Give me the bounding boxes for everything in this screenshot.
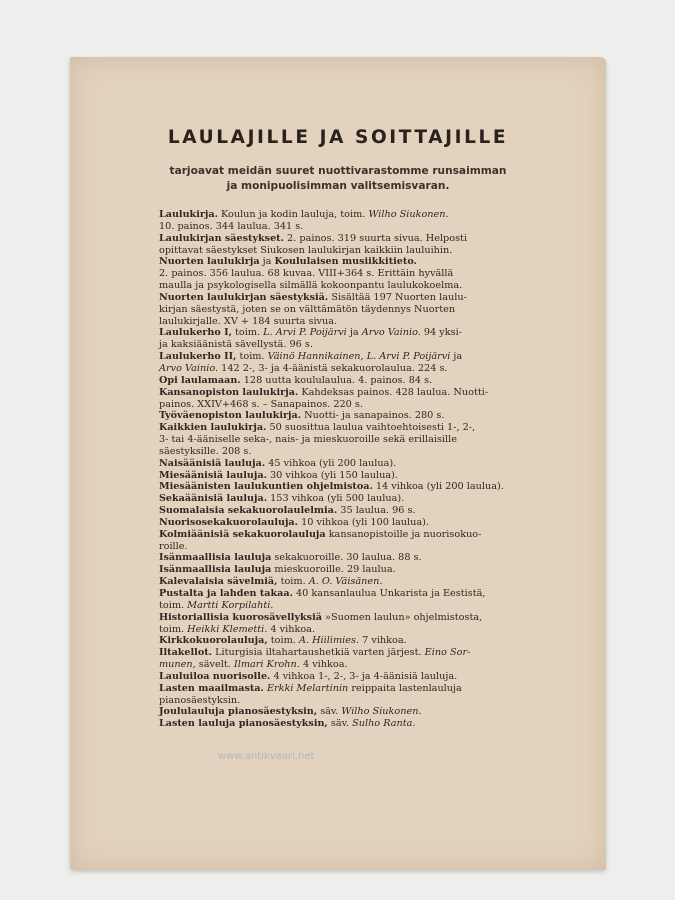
entry-text: 3- tai 4-ääniselle seka-, nais- ja mieskuoroille sekä erillaisille (159, 434, 457, 446)
catalog-line (159, 458, 559, 470)
catalog-line (159, 304, 559, 316)
catalog-line (159, 671, 559, 683)
catalog-line (159, 316, 559, 328)
entry-text: opittavat säestykset Siukosen laulukirjan kaikkiin lauluihin. (159, 244, 453, 256)
entry-text: 2. painos. 356 laulua. 68 kuvaa. VIII+364 s. Erittäin hyvällä (159, 268, 454, 280)
entry-title: Lasten lauluja pianosäestyksin, (159, 718, 328, 730)
catalog-line (159, 706, 559, 718)
catalog-line (159, 339, 559, 351)
entry-text: 40 kansanlaulua Unkarista ja Eestistä, (292, 588, 486, 599)
entry-text: toim. (231, 327, 264, 339)
entry-title: Miesäänisten laulukuntien ohjelmistoa. (159, 481, 373, 493)
entry-text: 14 vihkoa (yli 200 laulua). (372, 481, 504, 493)
catalog-line (159, 718, 559, 730)
entry-title: Nuorten laulukirjan säestyksiä. (159, 291, 329, 303)
catalog-line (159, 695, 559, 707)
entry-text: 30 vihkoa (yli 150 laulua). (266, 469, 398, 481)
entry-author: Wilho Siukonen. (368, 209, 449, 220)
catalog-line (159, 233, 559, 245)
entry-author: L. Arvi P. Poijärvi (263, 327, 347, 339)
intro-text (70, 164, 606, 194)
catalog-line (159, 564, 559, 576)
entry-title: Laulukirjan säestykset. (159, 232, 284, 244)
catalog-line (159, 588, 559, 600)
entry-title: Pustalta ja lahden takaa. (159, 588, 293, 599)
catalog-line (159, 552, 559, 564)
entry-text: pianosäestyksin. (159, 694, 241, 706)
entry-text: toim. (159, 623, 188, 635)
entry-title: Historiallisia kuorosävellyksiä (159, 611, 322, 623)
entry-text: sävelt. (195, 659, 234, 671)
entry-text: 10. painos. 344 laulua. 341 s. (159, 220, 304, 232)
catalog-line (159, 659, 559, 671)
entry-text: 45 vihkoa (yli 200 laulua). (265, 457, 397, 469)
entry-text: reippaita lastenlauluja (348, 682, 462, 694)
entry-text: 94 yksi- (420, 327, 462, 339)
entry-text: säv. (327, 718, 353, 730)
catalog-line (159, 529, 559, 541)
catalog-line (159, 245, 559, 257)
entry-text: 4 vihkoa. (267, 623, 316, 635)
intro-line: tarjoavat meidän suuret nuottivarastomme runsaimman (169, 165, 507, 177)
entry-text: Liturgisia iltahartaushetkiä varten järjest. (212, 647, 425, 659)
entry-text: 2. painos. 319 suurta sivua. Helposti (283, 232, 468, 244)
catalog-line (159, 683, 559, 695)
entry-text: ja (259, 256, 275, 268)
entry-author: Sulho Ranta. (352, 718, 416, 730)
catalog-line (159, 647, 559, 659)
entry-text: 35 laulua. 96 s. (337, 505, 416, 517)
catalog-line (159, 481, 559, 493)
entry-title: Laulukirja. (159, 209, 218, 220)
catalog-line (159, 422, 559, 434)
entry-author: Arvo Vainio. (361, 327, 421, 339)
entry-title: Lauluiloa nuorisolle. (159, 670, 271, 682)
entry-text: 4 vihkoa. (299, 659, 348, 671)
intro-line: ja monipuolisimman valitsemisvaran. (226, 180, 450, 192)
entry-text: mieskuoroille. 29 laulua. (271, 564, 396, 576)
catalog-line (159, 268, 559, 280)
entry-text: ja (450, 351, 463, 363)
catalog-line (159, 576, 559, 588)
catalog-line (159, 292, 559, 304)
entry-text: toim. (159, 599, 188, 611)
catalog-line (159, 375, 559, 387)
entry-text: painos. XXIV+468 s. – Sanapainos. 220 s. (159, 398, 363, 410)
entry-author: Heikki Klemetti. (187, 623, 268, 635)
catalog-line (159, 351, 559, 363)
entry-text: kirjan säestystä, joten se on välttämätön täydennys Nuorten (159, 303, 456, 315)
catalog-line (159, 517, 559, 529)
entry-author: Arvo Vainio. (159, 362, 219, 374)
entry-text: 153 vihkoa (yli 500 laulua). (267, 493, 405, 505)
catalog-line (159, 363, 559, 375)
catalog-line (159, 434, 559, 446)
entry-title: Nuorisosekakuorolauluja. (159, 516, 298, 528)
catalog-line (159, 410, 559, 422)
entry-text: Kahdeksas painos. 428 laulua. Nuotti- (298, 386, 489, 398)
catalog-line (159, 635, 559, 647)
entry-text: säestyksille. 208 s. (159, 445, 252, 457)
entry-title: Kansanopiston laulukirja. (159, 386, 299, 398)
watermark: www.antikvaari.net (218, 751, 315, 762)
entry-title: Kirkkokuorolauluja, (159, 635, 268, 647)
entry-title: Laulukerho II, (159, 351, 237, 363)
entry-author: Väinö Hannikainen, L. Arvi P. Poijärvi (267, 351, 451, 363)
entry-text: 7 vihkoa. (359, 635, 407, 647)
entry-author: Eino Sor- (424, 647, 471, 659)
booklet-back-cover (70, 57, 606, 870)
entry-author: munen, (159, 659, 196, 671)
entry-text: maulla ja psykologisella silmällä kokoonpantu laulukokoelma. (159, 280, 463, 292)
catalog-line (159, 280, 559, 292)
entry-text: 128 uutta koululaulua. 4. painos. 84 s. (240, 374, 433, 386)
page-title: LAULAJILLE JA SOITTAJILLE (167, 127, 509, 148)
entry-text: toim. (236, 351, 268, 363)
entry-title: Naisäänisiä lauluja. (159, 457, 266, 469)
entry-text: 4 vihkoa 1-, 2-, 3- ja 4-äänisiä lauluja. (270, 670, 458, 682)
entry-title: Kaikkien laulukirja. (159, 422, 267, 434)
catalog-line (159, 541, 559, 553)
entry-title: Suomalaisia sekakuorolaulelmia. (159, 505, 338, 517)
entry-text: roille. (159, 540, 188, 552)
catalog-line (159, 470, 559, 482)
entry-title: Joululauluja pianosäestyksin, (159, 706, 318, 718)
catalog-line (159, 327, 559, 339)
entry-text: »Suomen laulun» ohjelmistosta, (321, 611, 483, 623)
entry-title: Koululaisen musiikkitieto. (274, 256, 417, 268)
entry-text: ja kaksiäänistä sävellystä. 96 s. (159, 339, 313, 351)
entry-text: 10 vihkoa (yli 100 laulua). (297, 516, 430, 528)
entry-text: 142 2-, 3- ja 4-äänistä sekakuorolaulua. 224 s. (218, 362, 448, 374)
entry-text: Nuotti- ja sanapainos. 280 s. (301, 410, 445, 422)
entry-text: ja (346, 327, 362, 339)
entry-text: Koulun ja kodin lauluja, toim. (217, 209, 369, 220)
catalog-line (159, 209, 559, 221)
entry-text: toim. (277, 576, 309, 588)
entry-title: Laulukerho I, (159, 327, 232, 339)
entry-title: Kalevalaisia sävelmiä, (159, 576, 278, 588)
entry-title: Isänmaallisia lauluja (159, 552, 272, 564)
entry-author: Martti Korpilahti. (187, 599, 274, 611)
catalog-line (159, 256, 559, 268)
entry-title: Nuorten laulukirja (159, 256, 260, 268)
entry-title: Työväenopiston laulukirja. (159, 410, 302, 422)
entry-text: Sisältää 197 Nuorten laulu- (328, 291, 467, 303)
entry-text: kansanopistoille ja nuorisokuo- (325, 528, 482, 540)
entry-text: laulukirjalle. XV + 184 suurta sivua. (159, 315, 338, 327)
catalog-line (159, 387, 559, 399)
catalog-line (159, 221, 559, 233)
entry-title: Kolmiäänisiä sekakuorolauluja (159, 528, 326, 540)
entry-title: Opi laulamaan. (159, 374, 241, 386)
entry-author: A. Hiilimies. (298, 635, 360, 647)
entry-text: säv. (317, 706, 342, 718)
entry-title: Miesäänisiä lauluja. (159, 469, 267, 481)
entry-author: Ilmari Krohn. (233, 659, 300, 671)
entry-title: Isänmaallisia lauluja (159, 564, 272, 576)
catalog-line (159, 600, 559, 612)
catalog-line (159, 399, 559, 411)
catalog-line (159, 493, 559, 505)
entry-author: A. O. Väisänen. (308, 576, 383, 588)
entry-text: 50 suosittua laulua vaihtoehtoisesti 1-, 2-, (266, 422, 476, 434)
catalog-list (159, 209, 559, 730)
entry-title: Sekaäänisiä lauluja. (159, 493, 268, 505)
catalog-line (159, 446, 559, 458)
catalog-line (159, 624, 559, 636)
entry-title: Iltakellot. (159, 647, 212, 659)
entry-author: Wilho Siukonen. (341, 706, 422, 718)
catalog-line (159, 612, 559, 624)
entry-author: Erkki Melartinin (266, 682, 349, 694)
entry-title: Lasten maailmasta. (159, 682, 264, 694)
entry-text: toim. (267, 635, 299, 647)
entry-text: sekakuoroille. 30 laulua. 88 s. (271, 552, 422, 564)
catalog-line (159, 505, 559, 517)
